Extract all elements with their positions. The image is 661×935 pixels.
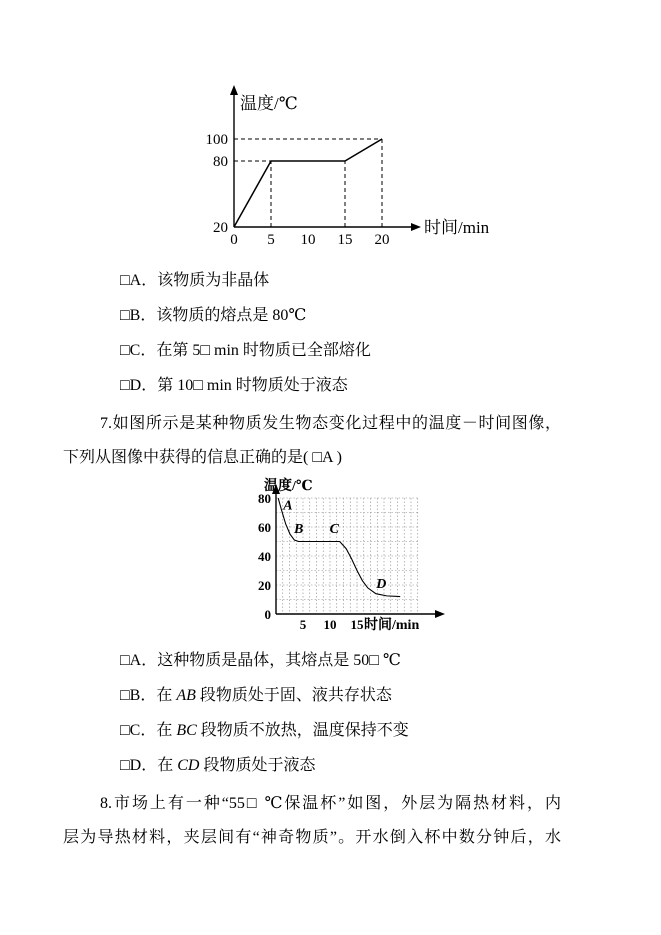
- cooling-temperature-time-graph: [248, 477, 488, 637]
- svg-text:40: 40: [258, 549, 271, 564]
- q7-option-a: □A．这种物质是晶体，其熔点是 50□ ℃: [120, 652, 401, 669]
- svg-text:20: 20: [374, 232, 390, 248]
- svg-text:10: 10: [323, 617, 337, 632]
- question-8-stem: [63, 787, 561, 855]
- svg-text:5: 5: [299, 617, 307, 632]
- svg-text:温度/℃: 温度/℃: [264, 479, 313, 494]
- q7-option-b: □B．在 AB 段物质处于固、液共存状态: [120, 687, 392, 704]
- svg-text:60: 60: [258, 520, 271, 535]
- svg-text:D: D: [376, 576, 387, 592]
- q7-stem-line-1: 7.如图所示是某种物质发生物态变化过程中的温度－时间图像，: [100, 415, 561, 432]
- q6-options: [63, 263, 661, 403]
- svg-text:B: B: [294, 521, 304, 537]
- svg-text:0: 0: [230, 232, 238, 248]
- svg-text:80: 80: [213, 154, 228, 170]
- svg-text:20: 20: [213, 220, 228, 236]
- q6-option-c: □C．在第 5□ min 时物质已全部熔化: [120, 342, 371, 359]
- svg-text:时间/min: 时间/min: [424, 218, 490, 237]
- melting-temperature-time-graph: [194, 82, 514, 257]
- svg-text:80: 80: [258, 491, 271, 506]
- svg-text:100: 100: [205, 132, 228, 148]
- svg-text:A: A: [283, 498, 293, 514]
- q8-stem-line-1: 8.市场上有一种“55□ ℃保温杯”如图，外层为隔热材料，内: [100, 795, 561, 812]
- svg-text:20: 20: [258, 578, 271, 593]
- svg-text:10: 10: [300, 232, 316, 248]
- svg-text:C: C: [329, 521, 339, 537]
- q7-stem-line-2: 下列从图像中获得的信息正确的是( □A ): [63, 449, 342, 466]
- svg-text:15: 15: [350, 617, 364, 632]
- svg-text:15: 15: [337, 232, 353, 248]
- svg-text:5: 5: [267, 232, 275, 248]
- q6-option-b: □B．该物质的熔点是 80℃: [120, 307, 307, 324]
- svg-text:温度/℃: 温度/℃: [240, 94, 298, 113]
- svg-text:0: 0: [264, 607, 271, 622]
- svg-text:时间/min: 时间/min: [364, 618, 420, 633]
- q6-option-a: □A．该物质为非晶体: [120, 272, 270, 289]
- q8-stem-line-2: 层为导热材料，夹层间有“神奇物质”。开水倒入杯中数分钟后，水: [63, 829, 561, 846]
- q6-option-d: □D．第 10□ min 时物质处于液态: [120, 377, 348, 394]
- q7-option-c: □C．在 BC 段物质不放热，温度保持不变: [120, 722, 409, 739]
- question-7-stem: [63, 407, 561, 475]
- q7-option-d: □D．在 CD 段物质处于液态: [120, 757, 316, 774]
- q7-options: [63, 643, 661, 783]
